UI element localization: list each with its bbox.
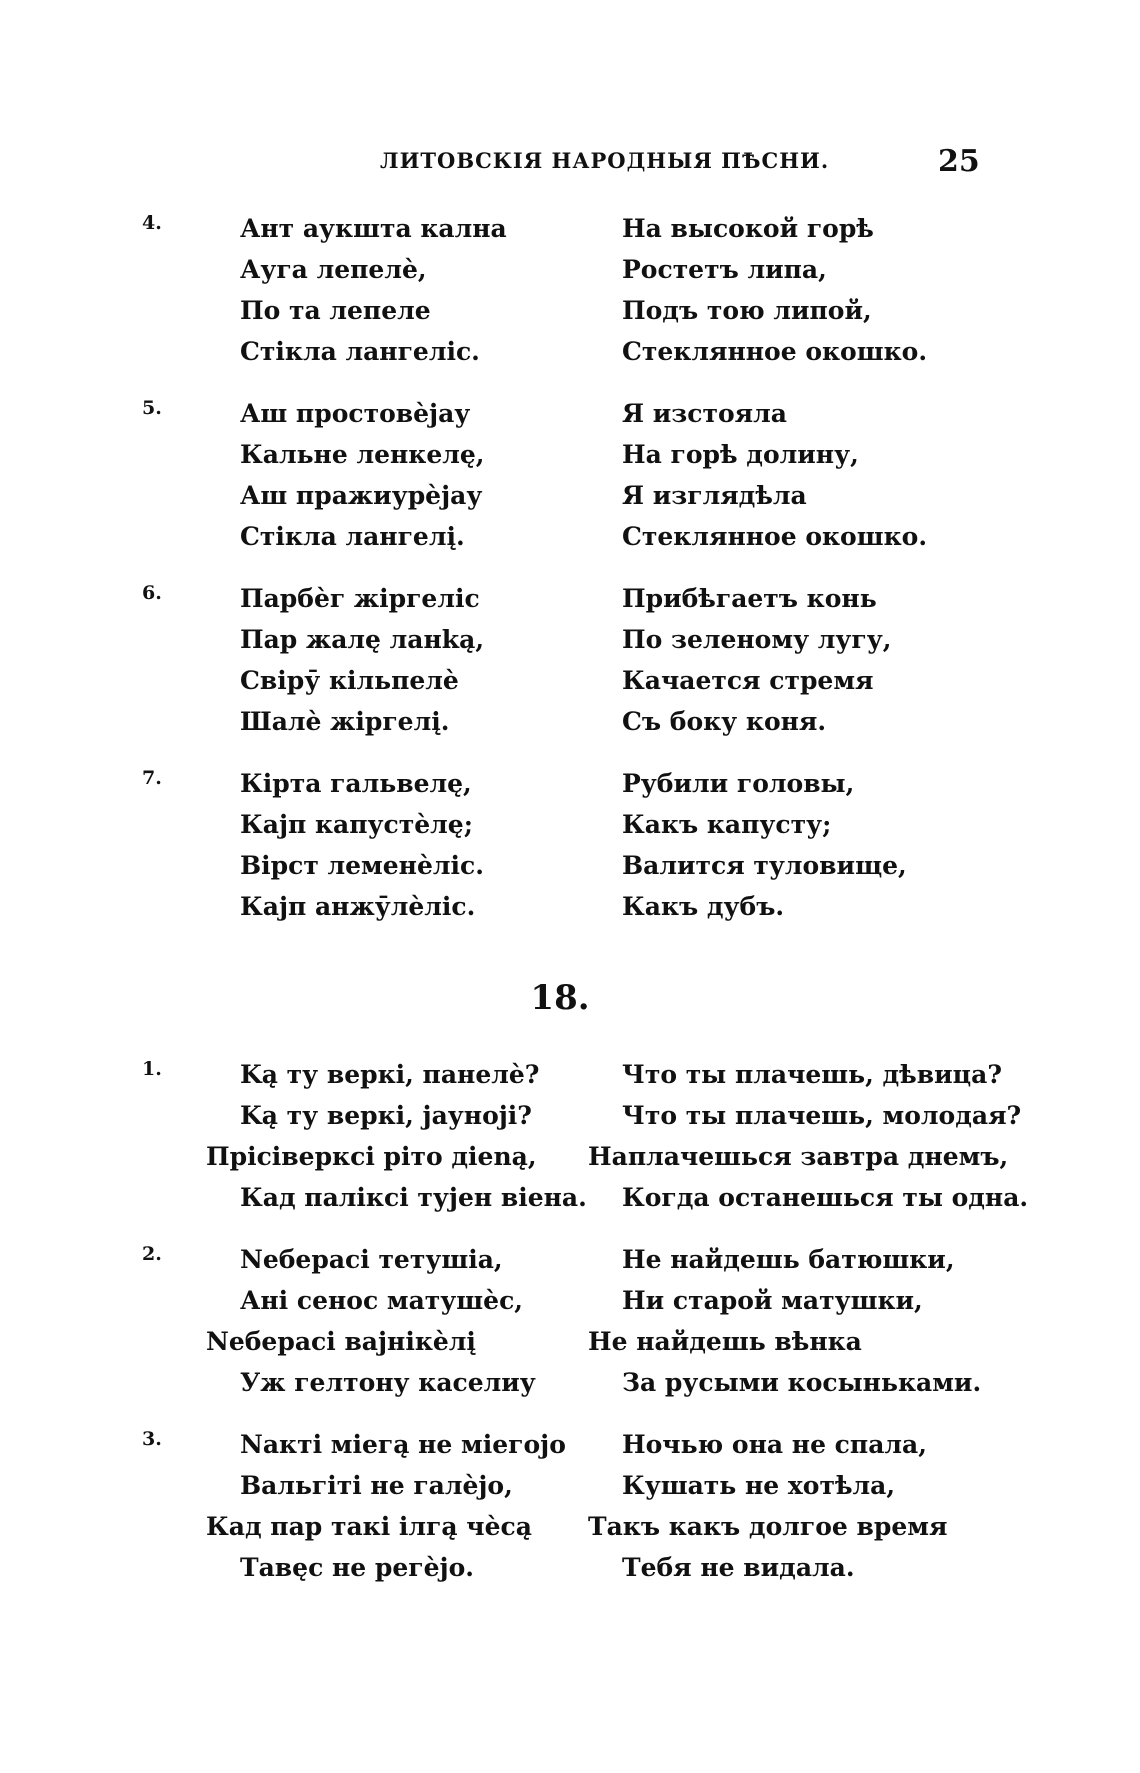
verse-line: Ані сенос матушѐс, (240, 1286, 523, 1315)
stanza-number: 1. (142, 1058, 162, 1080)
verse-line: Такъ какъ долгое время (588, 1512, 948, 1541)
verse-line: Ką ту веркі, јаунојі? (240, 1101, 532, 1130)
verse-line: Кад паліксі тујен віена. (240, 1183, 587, 1212)
verse-line: Я изглядѣла (622, 481, 807, 510)
verse-line: Стікла лангеліс. (240, 337, 480, 366)
lithuanian-text (240, 393, 484, 557)
verse-line: Стікла лангелį. (240, 522, 465, 551)
russian-translation (588, 1054, 1029, 1218)
verse-line: По зеленому лугу, (622, 625, 892, 654)
verse-line: Что ты плачешь, молодая? (622, 1101, 1022, 1130)
verse-line: Кушать не хотѣла, (622, 1471, 896, 1500)
verse-line: Я изстояла (622, 399, 787, 428)
verse-line: Шалѐ жіргелį. (240, 707, 450, 736)
verse-line: Не найдешь батюшки, (622, 1245, 955, 1274)
lithuanian-text (240, 208, 507, 372)
verse-line: Не найдешь вѣнка (588, 1327, 862, 1356)
verse-line: Валится туловище, (622, 851, 907, 880)
verse-line: Ночью она не спала, (622, 1430, 927, 1459)
stanza-number: 4. (142, 212, 162, 234)
russian-translation (622, 578, 891, 742)
verse-line: Кірта гальвелę, (240, 769, 472, 798)
verse-line: За русыми косыньками. (622, 1368, 982, 1397)
russian-translation (622, 393, 927, 557)
stanza-number: 2. (142, 1243, 162, 1265)
verse-line: Тебя не видала. (622, 1553, 855, 1582)
lithuanian-text (240, 763, 484, 927)
verse-line: Nакті міегą не міегојо (240, 1430, 566, 1459)
verse-line: Подъ тою липой, (622, 296, 872, 325)
verse-line: Кад пар такі ілгą чѐсą (206, 1512, 532, 1541)
page-number: 25 (938, 144, 980, 179)
russian-translation (588, 1239, 982, 1403)
verse-line: Ни старой матушки, (622, 1286, 923, 1315)
verse-line: На горѣ долину, (622, 440, 859, 469)
verse-line: Ką ту веркі, панелѐ? (240, 1060, 540, 1089)
stanza-number: 5. (142, 397, 162, 419)
stanza-18-1 (0, 1054, 1140, 1218)
verse-line: Рубили головы, (622, 769, 855, 798)
stanza-18-3 (0, 1424, 1140, 1588)
verse-line: Ауга лепелѐ, (240, 255, 427, 284)
lithuanian-text (206, 1239, 536, 1403)
verse-line: Парбѐг жіргеліс (240, 584, 480, 613)
lithuanian-text (206, 1054, 587, 1218)
verse-line: Качается стремя (622, 666, 874, 695)
verse-line: Кајп анжӯлѐліс. (240, 892, 476, 921)
verse-line: Вальгіті не галѐјо, (240, 1471, 513, 1500)
stanza-17-6 (0, 578, 1140, 742)
verse-line: На высокой горѣ (622, 214, 874, 243)
stanza-18-2 (0, 1239, 1140, 1403)
verse-line: Что ты плачешь, дѣвица? (622, 1060, 1002, 1089)
stanza-number: 6. (142, 582, 162, 604)
song-number: 18. (530, 978, 590, 1018)
verse-line: Вірст леменѐліс. (240, 851, 484, 880)
verse-line: Пар жалę ланką, (240, 625, 485, 654)
verse-line: Ростетъ липа, (622, 255, 827, 284)
verse-line: Уж гелтону каселиу (240, 1368, 536, 1397)
stanza-17-5 (0, 393, 1140, 557)
verse-line: Аш пражиурѐјау (240, 481, 483, 510)
verse-line: Аш простовѐјау (240, 399, 471, 428)
verse-line: Стеклянное окошко. (622, 522, 928, 551)
verse-line: Какъ капусту; (622, 810, 832, 839)
verse-line: Ант аукшта кална (240, 214, 507, 243)
stanza-number: 7. (142, 767, 162, 789)
verse-line: Какъ дубъ. (622, 892, 785, 921)
stanza-number: 3. (142, 1428, 162, 1450)
verse-line: Кальне ленкелę, (240, 440, 485, 469)
verse-line: По та лепеле (240, 296, 431, 325)
verse-line: Прісіверксі ріто діеną, (206, 1142, 537, 1171)
verse-line: Nеберасі вајнікѐлį (206, 1327, 476, 1356)
russian-translation (622, 208, 927, 372)
lithuanian-text (240, 578, 484, 742)
russian-translation (622, 763, 907, 927)
running-title: ЛИТОВСКІЯ НАРОДНЫЯ ПѢСНИ. (380, 148, 830, 173)
verse-line: Nеберасі тетушіа, (240, 1245, 503, 1274)
verse-line: Тавęс не регѐјо. (240, 1553, 474, 1582)
russian-translation (588, 1424, 948, 1588)
lithuanian-text (206, 1424, 566, 1588)
verse-line: Стеклянное окошко. (622, 337, 928, 366)
stanza-17-7 (0, 763, 1140, 927)
verse-line: Кајп капустѐлę; (240, 810, 473, 839)
verse-line: Когда останешься ты одна. (622, 1183, 1029, 1212)
verse-line: Съ боку коня. (622, 707, 827, 736)
verse-line: Наплачешься завтра днемъ, (588, 1142, 1009, 1171)
stanza-17-4 (0, 208, 1140, 372)
verse-line: Свірӯ кільпелѐ (240, 666, 459, 695)
verse-line: Прибѣгаетъ конь (622, 584, 877, 613)
